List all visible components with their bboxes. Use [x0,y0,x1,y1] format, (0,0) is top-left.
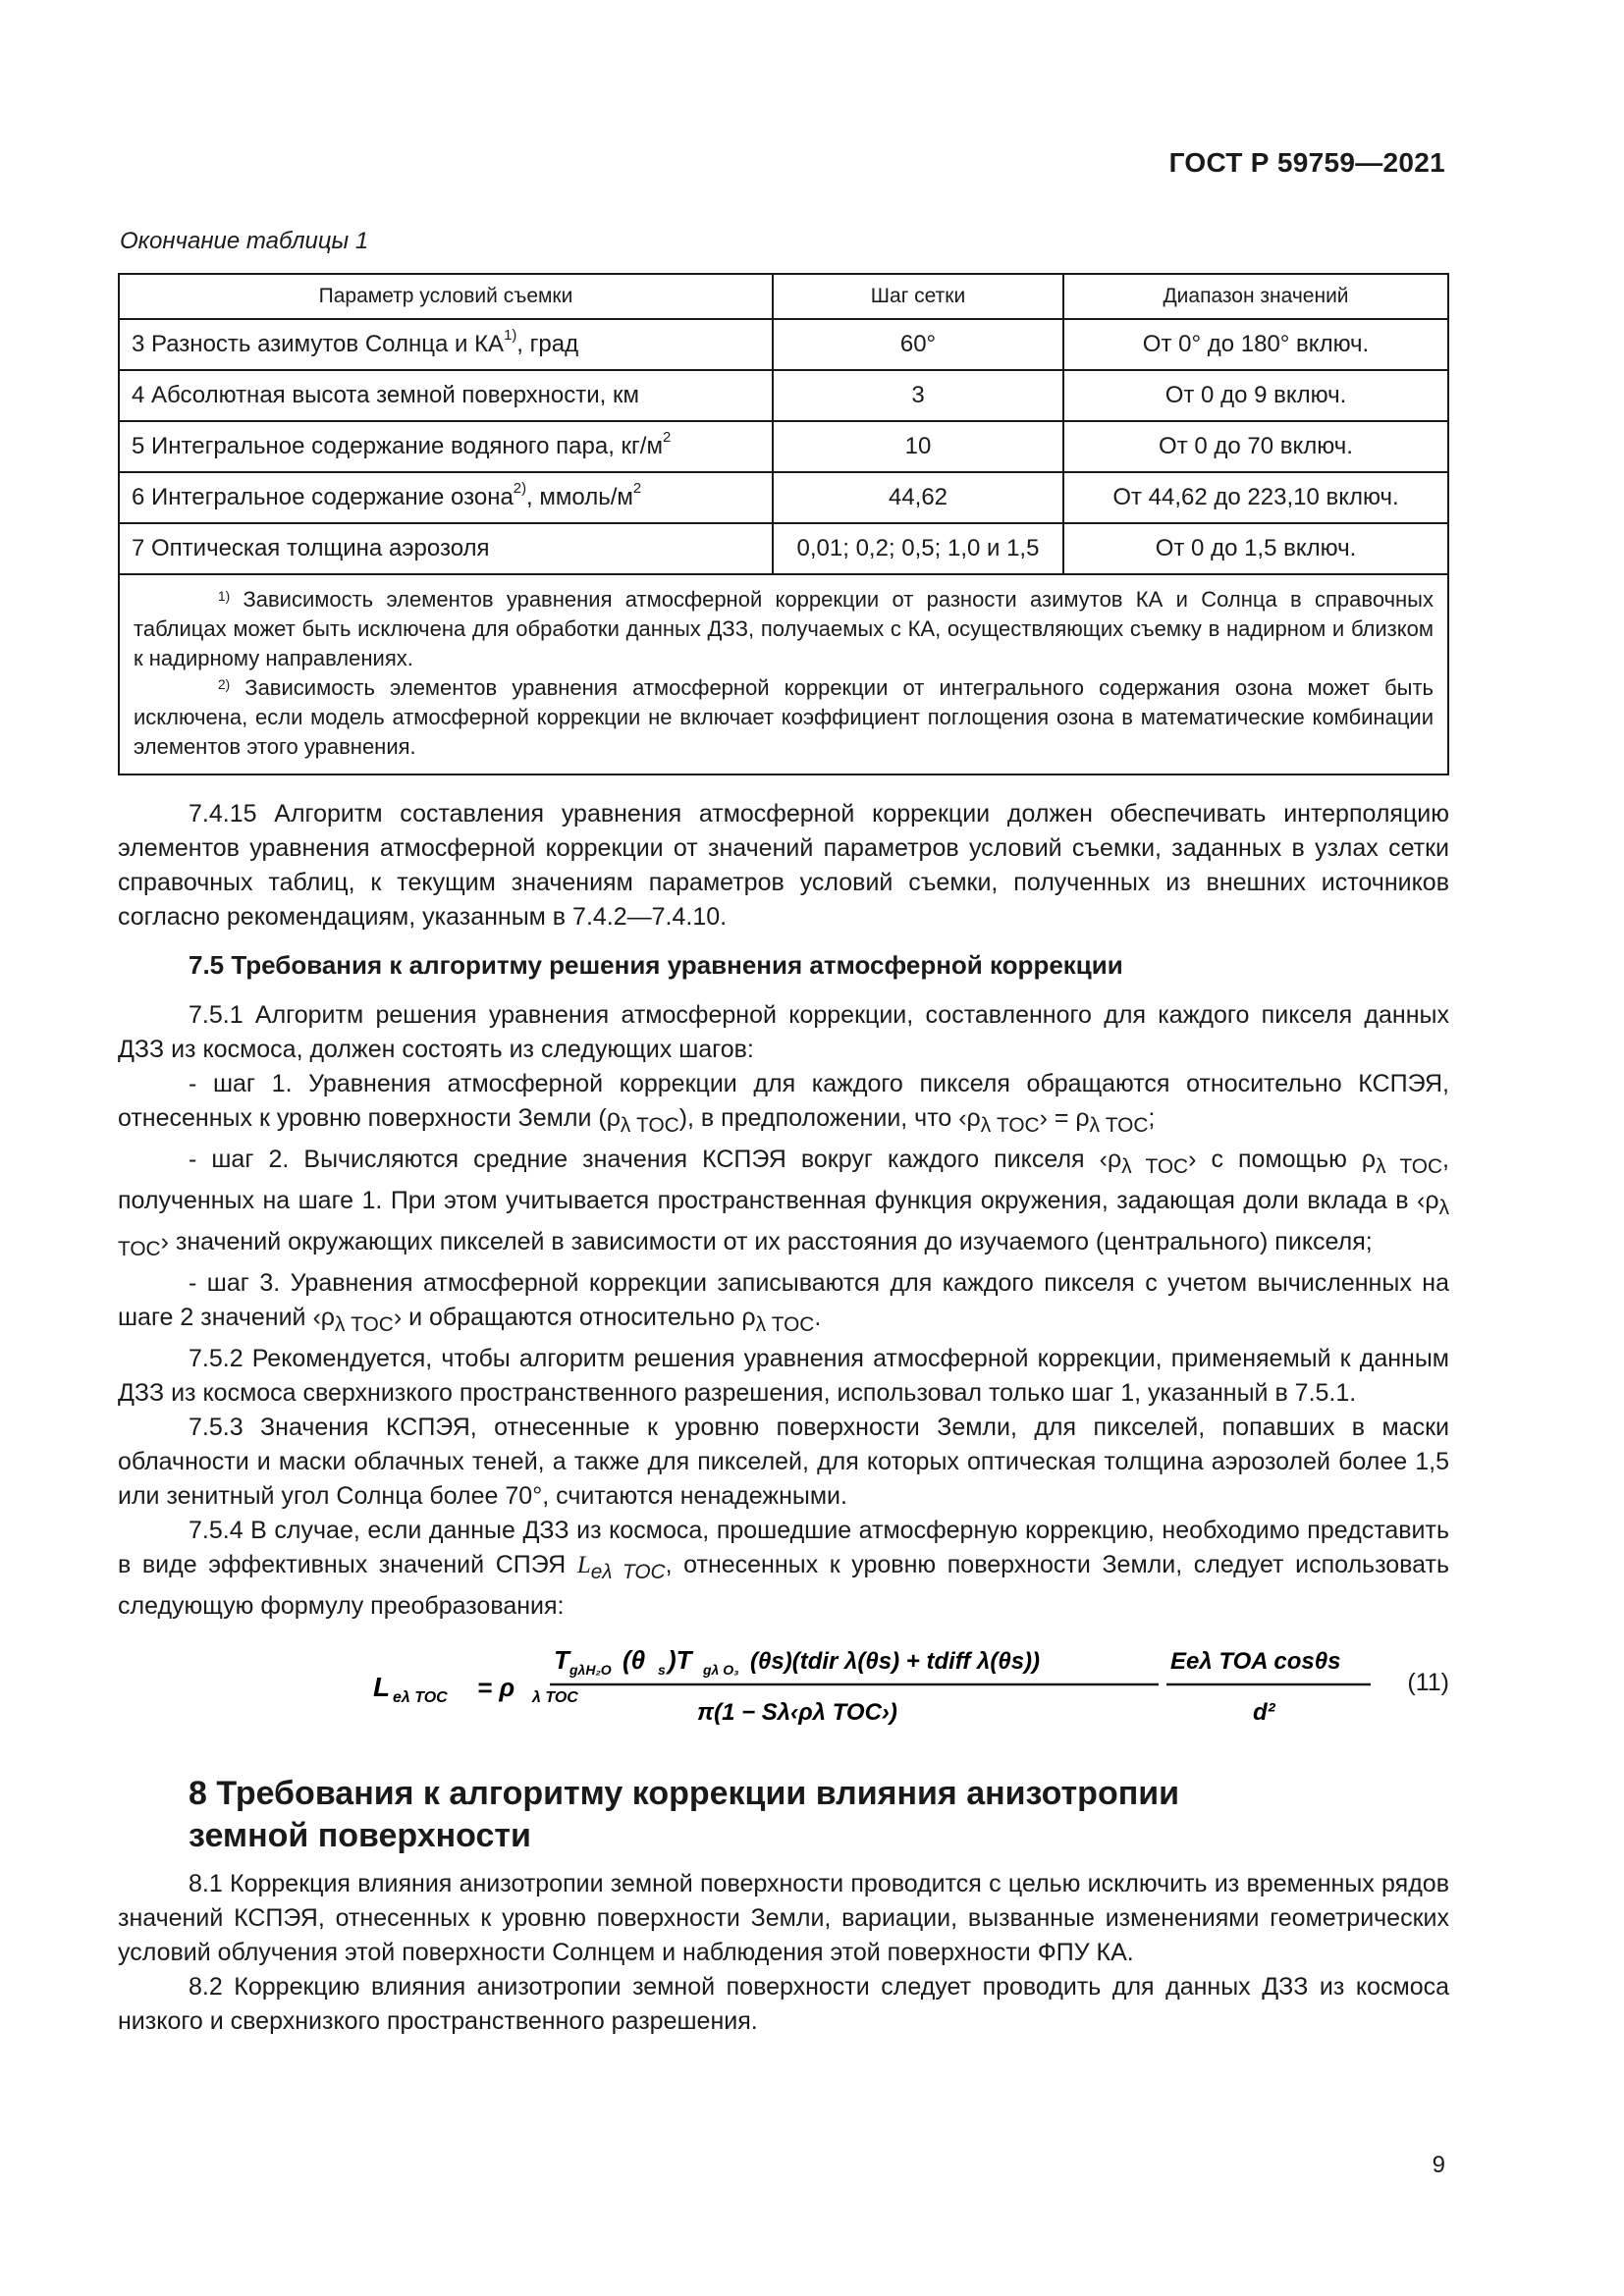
table-cell-step: 3 [773,370,1063,421]
formula-denominator: π(1 − Sλ‹ρλ TOC›) [697,1699,897,1726]
paragraph-7-5-4: 7.5.4 В случае, если данные ДЗЗ из космоса, прошедшие атмосферную коррекцию, необходимо представить в виде эффективных значений СПЭЯ $L_{e\lambda TOC}$, отнесенных к уровню поверхности Земли, следует использовать следующую формулу преобразования: [118,1517,1449,1620]
formula-number: (11) [1407,1669,1449,1696]
formula-frac2-den: d² [1253,1699,1275,1726]
column-header: Диапазон значений [1063,274,1448,319]
table-caption: Окончание таблицы 1 [120,228,369,254]
formula-num-sub1: gλH₂O [569,1662,612,1678]
footnote-1: $^{1)}$ Зависимость элементов уравнения атмосферной коррекции от разности азимутов КА и Солнца в справочных таблицах может быть исключена для обработки данных ДЗЗ, получаемых с КА, осуществляющих съемку в надирном и близком к надирному направлениях. [134,587,1434,670]
page-number: 9 [1432,2152,1445,2178]
table-cell-step: 10 [773,421,1063,472]
formula-frac2-num: Eeλ TOA cosθs [1170,1648,1341,1675]
table-cell-step: 44,62 [773,472,1063,523]
table-cell-param: 6 Интегральное содержание озона$^{2)}$, ммоль/$м^2$ [119,472,773,523]
formula-num-mid: (θ [623,1645,646,1675]
section-7-5-body [118,998,1449,1624]
table-cell-param: 4 Абсолютная высота земной поверхности, км [119,370,773,421]
table-cell-param: 3 Разность азимутов Солнца и КА$^{1)}$, град [119,319,773,370]
step-3: - шаг 3. Уравнения атмосферной коррекции записываются для каждого пикселя с учетом вычисленных на шаге 2 значений $‹\rho_{\lambda TOC}›$ и обращаются относительно $\rho_{\lambda TOC}$. [118,1269,1449,1336]
table-row [119,319,1448,370]
table-cell-range: От 44,62 до 223,10 включ. [1063,472,1448,523]
table-header-row [119,274,1448,319]
step-1: - шаг 1. Уравнения атмосферной коррекции для каждого пикселя обращаются относительно КСПЭЯ, отнесенных к уровню поверхности Земли $(\rho_{\lambda TOC})$, в предположении, что $‹\rho_{\lambda TOC}› = \rho_{\lambda TOC}$; [118,1070,1449,1137]
paragraph-7-5-2: 7.5.2 Рекомендуется, чтобы алгоритм решения уравнения атмосферной коррекции, применяемый к данным ДЗЗ из космоса сверхнизкого пространственного разрешения, использовал только шаг 1, указанный в 7.5.1. [118,1345,1449,1407]
table-row [119,370,1448,421]
column-header: Шаг сетки [773,274,1063,319]
table-row [119,421,1448,472]
paragraph-8-1: 8.1 Коррекция влияния анизотропии земной поверхности проводится с целью исключить из временных рядов значений КСПЭЯ, отнесенных к уровню поверхности Земли, вариации, вызванные изменениями геометрических условий облучения этой поверхности Солнцем и наблюдения этой поверхности ФПУ КА. [118,1870,1449,1966]
table-cell-step: 60° [773,319,1063,370]
standard-header: ГОСТ Р 59759—2021 [1168,147,1445,178]
paragraph-7-4-15: 7.4.15 Алгоритм составления уравнения атмосферной коррекции должен обеспечивать интерполяцию элементов уравнения атмосферной коррекции от значений параметров условий съемки, заданных в узлах сетки справочных таблиц, к текущим значениям параметров условий съемки, полученных из внешних источников согласно рекомендациям, указанным в 7.4.2—7.4.10. [118,800,1449,931]
table-row [119,523,1448,574]
parameters-table [118,273,1449,775]
paragraph-8-2: 8.2 Коррекцию влияния анизотропии земной поверхности следует проводить для данных ДЗЗ из космоса низкого и сверхнизкого пространственного разрешения. [118,1973,1449,2035]
table-cell-param: 5 Интегральное содержание водяного пара, $кг/м^2$ [119,421,773,472]
paragraph-7-5-3: 7.5.3 Значения КСПЭЯ, отнесенные к уровню поверхности Земли, для пикселей, попавших в маски облачности и маски облачных теней, а также для пикселей, для которых оптическая толщина аэрозолей более 1,5 или зенитный угол Солнца более 70°, считаются ненадежными. [118,1414,1449,1510]
table-cell-step: 0,01; 0,2; 0,5; 1,0 и 1,5 [773,523,1063,574]
table-notes-row [119,574,1448,774]
table-cell-range: От 0 до 1,5 включ. [1063,523,1448,574]
table-cell-range: От 0° до 180° включ. [1063,319,1448,370]
formula-num-t2: )T [668,1645,692,1675]
section-heading-7-5: 7.5 Требования к алгоритму решения уравнения атмосферной коррекции [189,950,1123,980]
table-cell-param: 7 Оптическая толщина аэрозоля [119,523,773,574]
footnote-2: $^{2)}$ Зависимость элементов уравнения атмосферной коррекции от интегрального содержания озона может быть исключена, если модель атмосферной коррекции не включает коэффициент поглощения озона в математические комбинации элементов этого уравнения. [134,675,1434,759]
formula-num-t: T [554,1645,569,1675]
column-header: Параметр условий съемки [119,274,773,319]
formula-eq: = ρ [477,1673,515,1702]
formula-lhs: L [373,1672,391,1702]
formula-num-s: s [658,1662,666,1678]
table-cell-range: От 0 до 9 включ. [1063,370,1448,421]
formula-num-rest: (θs)(tdir λ(θs) + tdiff λ(θs)) [750,1648,1041,1675]
paragraph-7-5-1: 7.5.1 Алгоритм решения уравнения атмосферной коррекции, составленного для каждого пикселя данных ДЗЗ из космоса, должен состоять из следующих шагов: [118,1001,1449,1063]
formula-num-sub2: gλ O₃ [703,1662,739,1678]
table-row [119,472,1448,523]
formula-graphic [373,1639,1449,1734]
section-heading-8: 8 Требования к алгоритму коррекции влияния анизотропии земной поверхности [189,1775,1180,1854]
table-cell-range: От 0 до 70 включ. [1063,421,1448,472]
formula-lhs-sub: eλ TOC [393,1689,448,1706]
step-2: - шаг 2. Вычисляются средние значения КСПЭЯ вокруг каждого пикселя $‹\rho_{\lambda TOC}›$ с помощью $\rho_{\lambda TOC}$, полученных на шаге 1. При этом учитывается пространственная функция окружения, задающая доли вклада в $‹\rho_{\lambda TOC}›$ значений окружающих пикселей в зависимости от их расстояния до изучаемого (центрального) пикселя; [118,1146,1449,1260]
formula-rho-sub: λ TOC [532,1689,578,1706]
formula-11 [373,1639,1449,1734]
section-8-body [118,1867,1449,2039]
table-notes [119,574,1448,774]
